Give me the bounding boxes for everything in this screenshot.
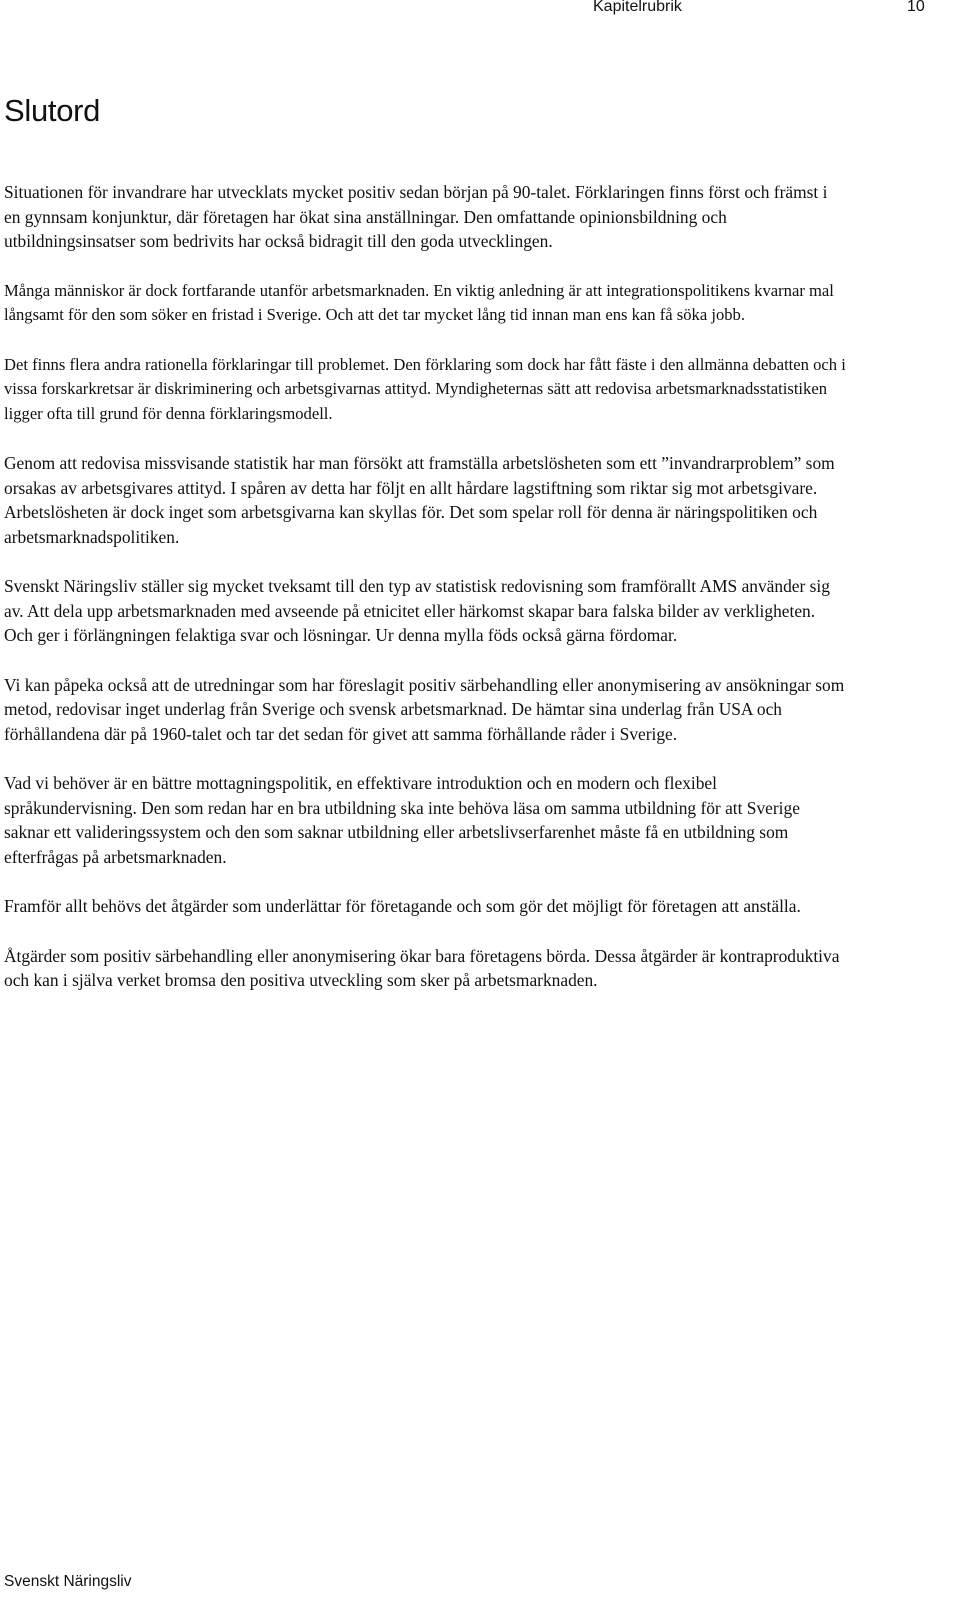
running-header — [0, 0, 960, 24]
paragraph: Svenskt Näringsliv ställer sig mycket tveksamt till den typ av statistisk redovisning som framförallt AMS använder sig av. Att dela upp arbetsmarknaden med avseende på etnicitet eller härkomst skapar bara falska bilder av verkligheten. Och ger i förlängningen felaktiga svar och lösningar. Ur denna mylla föds också gärna fördomar. — [4, 576, 830, 645]
paragraph: Vad vi behöver är en bättre mottagningspolitik, en effektivare introduktion och en modern och flexibel språkundervisning. Den som redan har en bra utbildning ska inte behöva läsa om samma utbildning för att Sverige saknar ett valideringssystem och den som saknar utbildning eller arbetslivserfarenhet måste få en utbildning som efterfrågas på arbetsmarknaden. — [4, 773, 800, 867]
chapter-title: Kapitelrubrik — [593, 0, 682, 15]
page-number: 10 — [907, 0, 925, 15]
body-text — [4, 180, 848, 1018]
paragraph: Vi kan påpeka också att de utredningar som har föreslagit positiv särbehandling eller anonymisering av ansökningar som metod, redovisar inget underlag från Sverige och svensk arbetsmarknad. De hämtar sina underlag från USA och förhållandena där på 1960-talet och tar det sedan för givet att samma förhållande råder i Sverige. — [4, 674, 845, 744]
running-footer: Svenskt Näringsliv — [4, 1573, 132, 1590]
paragraph: Situationen för invandrare har utvecklats mycket positiv sedan början på 90-talet. Förklaringen finns först och främst i en gynnsam konjunktur, där företagen har ökat sina anställningar. Den omfattande opinionsbildning och utbildningsinsatser som bedrivits har också bidragit till den goda utvecklingen. — [4, 182, 828, 251]
paragraph: Åtgärder som positiv särbehandling eller anonymisering ökar bara företagens börda. Dessa åtgärder är kontraproduktiva och kan i själva verket bromsa den positiva utveckling som sker på arbetsmarknaden. — [4, 945, 840, 990]
paragraph: Framför allt behövs det åtgärder som underlättar för företagande och som gör det möjligt för företagen att anställa. — [4, 896, 801, 916]
paragraph: Genom att redovisa missvisande statistik har man försökt att framställa arbetslösheten som ett ”invandrarproblem” som orsakas av arbetsgivares attityd. I spåren av detta har följt en allt hårdare lagstiftning som riktar sig mot arbetsgivare. Arbetslösheten är dock inget som arbetsgivarna kan skyllas för. Det som spelar roll för denna är näringspolitiken och arbetsmarknadspolitiken. — [4, 453, 835, 547]
page-title: Slutord — [4, 93, 101, 128]
paragraph: Många människor är dock fortfarande utanför arbetsmarknaden. En viktig anledning är att integrationspolitikens kvarnar mal långsamt för den som söker en fristad i Sverige. Och att det tar mycket lång tid innan man ens kan få söka jobb. — [4, 280, 834, 324]
paragraph: Det finns flera andra rationella förklaringar till problemet. Den förklaring som dock har fått fäste i den allmänna debatten och i vissa forskarkretsar är diskriminering och arbetsgivarnas attityd. Myndigheternas sätt att redovisa arbetsmarknadsstatistiken ligger ofta till grund för denna förklaringsmodell. — [4, 354, 846, 423]
